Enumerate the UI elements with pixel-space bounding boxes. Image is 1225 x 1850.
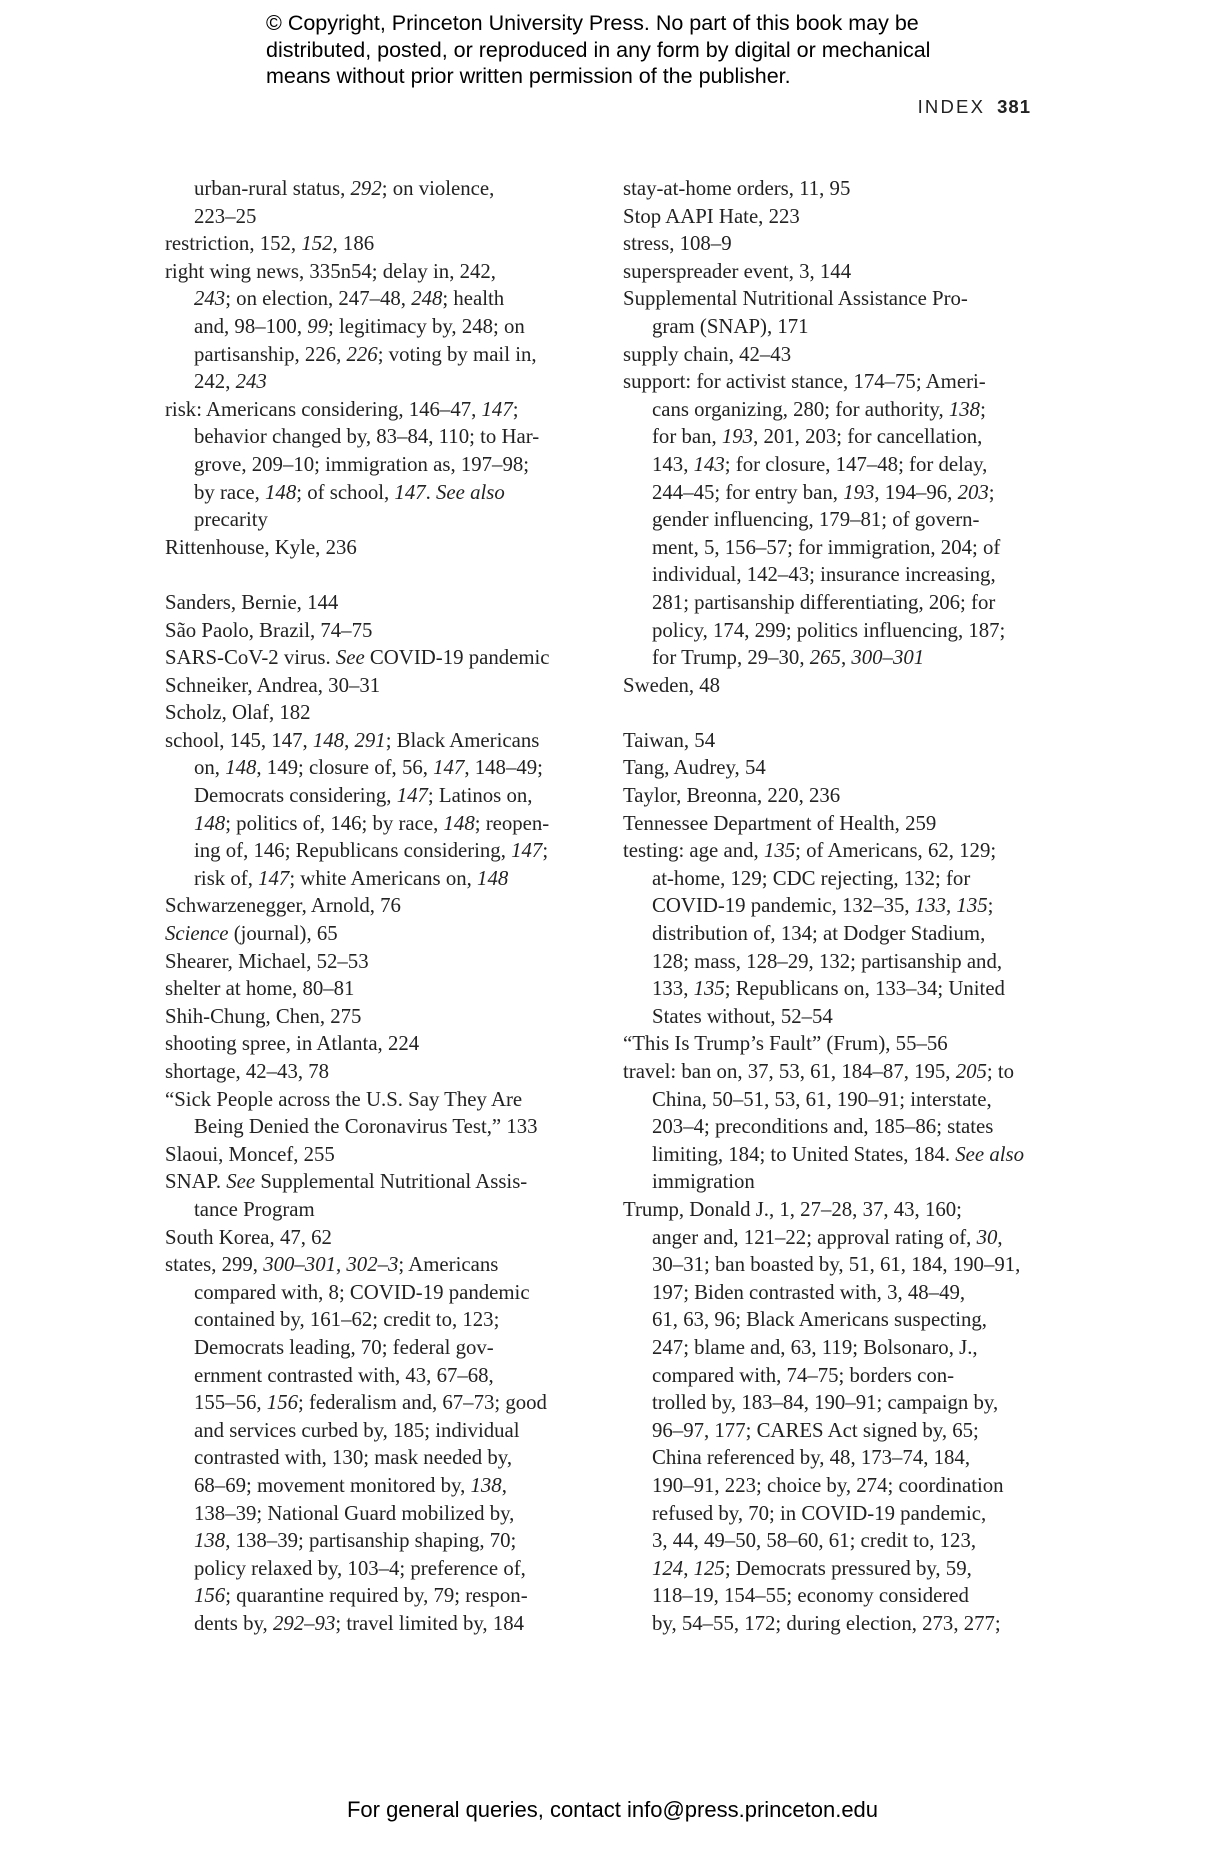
index-entry-line: South Korea, 47, 62: [165, 1225, 332, 1249]
index-entry-line: compared with, 74–75; borders con-: [652, 1363, 955, 1387]
index-entry-line: 203–4; preconditions and, 185–86; states: [652, 1115, 994, 1139]
index-entry-line: immigration: [652, 1170, 755, 1194]
copyright-line: © Copyright, Princeton University Press. No part of this book may be: [266, 11, 919, 35]
index-entry-line: 281; partisanship differentiating, 206; for: [652, 590, 996, 614]
index-entry-line: superspreader event, 3, 144: [623, 259, 852, 283]
index-entry-line: 133, 135; Republicans on, 133–34; United: [652, 977, 1005, 1001]
index-entry-line: support: for activist stance, 174–75; Ameri-: [623, 370, 986, 394]
index-entry-line: testing: age and, 135; of Americans, 62, 129;: [623, 839, 997, 863]
index-entry-line: distribution of, 134; at Dodger Stadium,: [652, 922, 986, 946]
index-entry-line: 128; mass, 128–29, 132; partisanship and,: [652, 949, 1003, 973]
index-entry-line: Sweden, 48: [623, 673, 721, 697]
index-entry-line: 3, 44, 49–50, 58–60, 61; credit to, 123,: [652, 1529, 977, 1553]
index-entry-line: risk: Americans considering, 146–47, 147;: [165, 397, 519, 421]
index-entry-line: by, 54–55, 172; during election, 273, 277;: [652, 1611, 1001, 1635]
index-entry-line: 124, 125; Democrats pressured by, 59,: [652, 1556, 972, 1580]
index-entry-line: Scholz, Olaf, 182: [165, 701, 311, 725]
index-entry-line: urban-rural status, 292; on violence,: [194, 177, 495, 200]
index-entry-line: Sanders, Bernie, 144: [165, 590, 339, 614]
index-entry-line: 197; Biden contrasted with, 3, 48–49,: [652, 1280, 966, 1304]
index-entry-line: anger and, 121–22; approval rating of, 30,: [652, 1225, 1003, 1249]
index-entry-line: individual, 142–43; insurance increasing,: [652, 563, 996, 587]
index-entry-line: São Paolo, Brazil, 74–75: [165, 618, 373, 642]
index-entry-line: Schwarzenegger, Arnold, 76: [165, 894, 401, 918]
index-entry-line: ing of, 146; Republicans considering, 147;: [194, 839, 549, 863]
index-entry-line: shelter at home, 80–81: [165, 977, 355, 1001]
index-entry-line: precarity: [194, 508, 268, 532]
index-entry-line: by race, 148; of school, 147. See also: [194, 480, 505, 504]
index-entry-line: “Sick People across the U.S. Say They Are: [165, 1087, 523, 1111]
index-entry-line: Slaoui, Moncef, 255: [165, 1142, 335, 1166]
index-entry-line: 138–39; National Guard mobilized by,: [194, 1501, 515, 1525]
index-entry-line: restriction, 152, 152, 186: [165, 232, 375, 256]
index-entry-line: on, 148, 149; closure of, 56, 147, 148–49;: [194, 756, 543, 780]
index-entry-line: 118–19, 154–55; economy considered: [652, 1584, 969, 1608]
index-entry-line: compared with, 8; COVID-19 pandemic: [194, 1280, 530, 1304]
index-entry-line: risk of, 147; white Americans on, 148: [194, 866, 509, 890]
index-entry-line: “This Is Trump’s Fault” (Frum), 55–56: [623, 1032, 948, 1056]
running-head: [918, 96, 1031, 118]
index-column-left: [165, 175, 595, 1637]
index-entry-line: school, 145, 147, 148, 291; Black Americans: [165, 728, 540, 752]
index-entry-line: stay-at-home orders, 11, 95: [623, 177, 851, 200]
index-entry-line: gender influencing, 179–81; of govern-: [652, 508, 980, 532]
index-entry-line: Trump, Donald J., 1, 27–28, 37, 43, 160;: [623, 1197, 962, 1221]
index-entry-line: dents by, 292–93; travel limited by, 184: [194, 1611, 525, 1635]
index-entry-line: Rittenhouse, Kyle, 236: [165, 535, 357, 559]
index-entry-line: China referenced by, 48, 173–74, 184,: [652, 1446, 971, 1470]
section-label: INDEX: [917, 96, 986, 117]
index-entry-line: and, 98–100, 99; legitimacy by, 248; on: [194, 314, 525, 338]
letter-group-gap: [623, 699, 1038, 727]
index-entry-line: at-home, 129; CDC rejecting, 132; for: [652, 866, 971, 890]
index-entry-line: 156; quarantine required by, 79; respon-: [194, 1584, 528, 1608]
footer-contact: For general queries, contact info@press.princeton.edu: [346, 1797, 879, 1822]
index-entry-line: states, 299, 300–301, 302–3; Americans: [165, 1253, 499, 1277]
index-entry-line: 242, 243: [194, 370, 267, 394]
index-entry-line: shortage, 42–43, 78: [165, 1060, 330, 1083]
index-entry-line: SARS-CoV-2 virus. See COVID-19 pandemic: [165, 646, 550, 670]
index-entry-line: refused by, 70; in COVID-19 pandemic,: [652, 1501, 987, 1525]
index-entry-line: ment, 5, 156–57; for immigration, 204; of: [652, 535, 1001, 559]
index-entry-line: Supplemental Nutritional Assistance Pro-: [623, 287, 968, 311]
index-entry-line: 190–91, 223; choice by, 274; coordination: [652, 1473, 1004, 1497]
index-entry-line: 247; blame and, 63, 119; Bolsonaro, J.,: [652, 1335, 978, 1359]
index-entry-line: stress, 108–9: [623, 232, 732, 256]
index-entry-line: supply chain, 42–43: [623, 342, 792, 366]
index-entry-line: contrasted with, 130; mask needed by,: [194, 1446, 513, 1470]
index-entry-line: policy relaxed by, 103–4; preference of,: [194, 1556, 526, 1580]
index-entry-line: States without, 52–54: [652, 1004, 833, 1028]
index-entry-line: 68–69; movement monitored by, 138,: [194, 1473, 507, 1497]
index-entry-line: Stop AAPI Hate, 223: [623, 204, 800, 228]
index-entry-line: 30–31; ban boasted by, 51, 61, 184, 190–91,: [652, 1253, 1021, 1277]
index-entry-line: for Trump, 29–30, 265, 300–301: [652, 646, 925, 670]
index-entry-line: 61, 63, 96; Black Americans suspecting,: [652, 1308, 988, 1332]
page-number: 381: [997, 96, 1031, 117]
index-entry-line: policy, 174, 299; politics influencing, 187;: [652, 618, 1006, 642]
index-entry-line: cans organizing, 280; for authority, 138;: [652, 397, 986, 421]
index-entry-line: for ban, 193, 201, 203; for cancellation,: [652, 425, 983, 449]
index-entry-line: grove, 209–10; immigration as, 197–98;: [194, 452, 530, 476]
index-entry-line: 155–56, 156; federalism and, 67–73; good: [194, 1391, 547, 1415]
index-entry-line: ernment contrasted with, 43, 67–68,: [194, 1363, 494, 1387]
index-entry-line: 138, 138–39; partisanship shaping, 70;: [194, 1529, 517, 1553]
index-entry-line: 143, 143; for closure, 147–48; for delay,: [652, 452, 988, 476]
index-entry-line: partisanship, 226, 226; voting by mail in,: [194, 342, 537, 366]
copyright-notice: [266, 10, 1046, 90]
index-entry-line: 148; politics of, 146; by race, 148; reopen-: [194, 811, 550, 835]
index-entry-line: and services curbed by, 185; individual: [194, 1418, 520, 1442]
index-entry-line: Science (journal), 65: [165, 922, 338, 946]
index-entry-line: shooting spree, in Atlanta, 224: [165, 1032, 420, 1056]
index-entry-line: Schneiker, Andrea, 30–31: [165, 673, 381, 697]
index-entry-line: trolled by, 183–84, 190–91; campaign by,: [652, 1391, 999, 1415]
index-entry-line: limiting, 184; to United States, 184. See also: [652, 1142, 1025, 1166]
index-entry-line: contained by, 161–62; credit to, 123;: [194, 1308, 500, 1332]
copyright-line: means without prior written permission of the publisher.: [266, 64, 791, 88]
index-entry-line: Democrats leading, 70; federal gov-: [194, 1335, 494, 1359]
index-entry-line: right wing news, 335n54; delay in, 242,: [165, 259, 496, 283]
index-entry-line: Tang, Audrey, 54: [623, 756, 766, 780]
index-entry-line: tance Program: [194, 1197, 315, 1221]
index-entry-line: 244–45; for entry ban, 193, 194–96, 203;: [652, 480, 995, 504]
index-entry-line: Taylor, Breonna, 220, 236: [623, 784, 841, 808]
copyright-line: distributed, posted, or reproduced in any form by digital or mechanical: [266, 37, 931, 62]
index-entry-line: COVID-19 pandemic, 132–35, 133, 135;: [652, 894, 994, 918]
letter-group-gap: [165, 561, 595, 589]
index-entry-line: 243; on election, 247–48, 248; health: [194, 287, 505, 311]
index-entry-line: 223–25: [194, 204, 257, 228]
index-entry-line: Shih-Chung, Chen, 275: [165, 1004, 362, 1028]
index-entry-line: Tennessee Department of Health, 259: [623, 811, 937, 835]
index-entry-line: Taiwan, 54: [623, 728, 716, 752]
index-entry-line: behavior changed by, 83–84, 110; to Har-: [194, 425, 540, 449]
index-entry-line: Democrats considering, 147; Latinos on,: [194, 784, 533, 808]
index-entry-line: Shearer, Michael, 52–53: [165, 949, 369, 973]
index-entry-line: SNAP. See Supplemental Nutritional Assis-: [165, 1170, 528, 1194]
index-entry-line: Being Denied the Coronavirus Test,” 133: [194, 1115, 538, 1139]
index-entry-line: gram (SNAP), 171: [652, 314, 809, 338]
index-column-right: [623, 175, 1038, 1637]
index-entry-line: travel: ban on, 37, 53, 61, 184–87, 195, 205; to: [623, 1060, 1015, 1083]
index-entry-line: China, 50–51, 53, 61, 190–91; interstate,: [652, 1087, 992, 1111]
index-entry-line: 96–97, 177; CARES Act signed by, 65;: [652, 1418, 979, 1442]
